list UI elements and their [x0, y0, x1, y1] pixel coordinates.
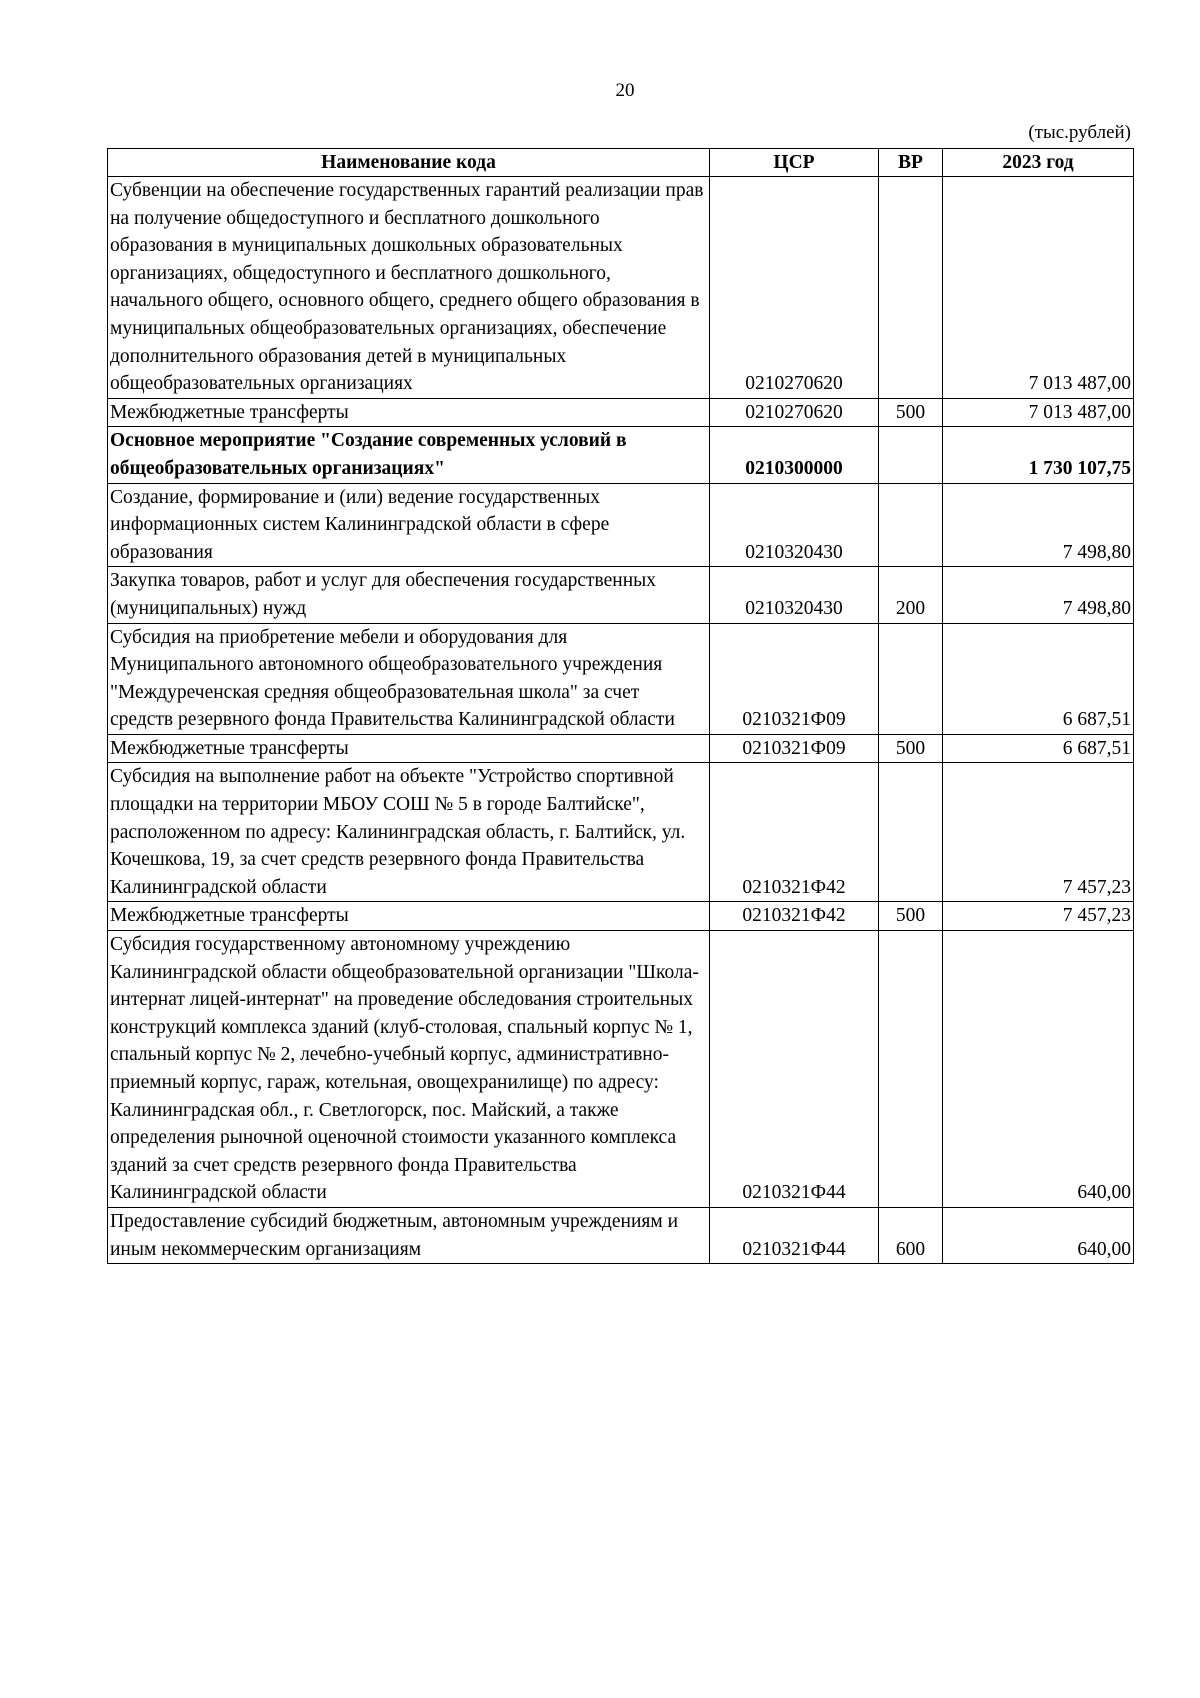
row-name-cell: Субсидия государственному автономному учреждению Калининградской области общеобразовательной организации "Школа-интернат лицей-интернат" на проведение обследования строительных конструкций комплекса зданий (клуб-столовая, спальный корпус № 1, спальный корпус № 2, лечебно-учебный корпус, административно-приемный корпус, гараж, котельная, овощехранилище) по адресу: Калининградская обл., г. Светлогорск, пос. Майский, а также определения рыночной оценочной стоимости указанного комплекса зданий за счет средств резервного фонда Правительства Калининградской области — [108, 931, 710, 1208]
row-value-cell: 7 457,23 — [943, 902, 1134, 931]
row-value-cell: 7 457,23 — [943, 763, 1134, 902]
row-value-cell: 640,00 — [943, 931, 1134, 1208]
row-vr-cell — [879, 931, 943, 1208]
table-row — [108, 623, 1134, 734]
table-row — [108, 427, 1134, 483]
header-vr: ВР — [879, 149, 943, 177]
row-name-cell: Межбюджетные трансферты — [108, 902, 710, 931]
row-vr-cell — [879, 427, 943, 483]
row-value-cell: 7 013 487,00 — [943, 398, 1134, 427]
row-csr-cell: 0210270620 — [710, 177, 879, 399]
row-vr-cell — [879, 483, 943, 567]
row-name-cell: Субсидия на приобретение мебели и оборудования для Муниципального автономного общеобразовательного учреждения "Междуреченская средняя общеобразовательная школа" за счет средств резервного фонда Правительства Калининградской области — [108, 623, 710, 734]
row-name-cell: Субсидия на выполнение работ на объекте "Устройство спортивной площадки на территории МБОУ СОШ № 5 в городе Балтийске", расположенном по адресу: Калининградская область, г. Балтийск, ул. Кочешкова, 19, за счет средств резервного фонда Правительства Калининградской области — [108, 763, 710, 902]
row-csr-cell: 0210321Ф09 — [710, 734, 879, 763]
header-name: Наименование кода — [108, 149, 710, 177]
table-row — [108, 567, 1134, 623]
budget-table — [107, 148, 1134, 1264]
table-row — [108, 734, 1134, 763]
row-value-cell: 7 498,80 — [943, 483, 1134, 567]
row-vr-cell: 500 — [879, 734, 943, 763]
row-csr-cell: 0210321Ф09 — [710, 623, 879, 734]
row-vr-cell: 200 — [879, 567, 943, 623]
row-name-cell: Межбюджетные трансферты — [108, 398, 710, 427]
table-row — [108, 1207, 1134, 1263]
table-header-row — [108, 149, 1134, 177]
header-csr: ЦСР — [710, 149, 879, 177]
row-value-cell: 1 730 107,75 — [943, 427, 1134, 483]
row-csr-cell: 0210270620 — [710, 398, 879, 427]
row-name-cell: Субвенции на обеспечение государственных гарантий реализации прав на получение общедоступного и бесплатного дошкольного образования в муниципальных дошкольных образовательных организациях, общедоступного и бесплатного дошкольного, начального общего, основного общего, среднего общего образования в муниципальных общеобразовательных организациях, обеспечение дополнительного образования детей в муниципальных общеобразовательных организациях — [108, 177, 710, 399]
row-csr-cell: 0210321Ф44 — [710, 931, 879, 1208]
table-row — [108, 763, 1134, 902]
row-csr-cell: 0210321Ф44 — [710, 1207, 879, 1263]
row-value-cell: 7 498,80 — [943, 567, 1134, 623]
table-row — [108, 902, 1134, 931]
row-vr-cell: 500 — [879, 398, 943, 427]
row-value-cell: 6 687,51 — [943, 734, 1134, 763]
row-name-cell: Предоставление субсидий бюджетным, автономным учреждениям и иным некоммерческим организациям — [108, 1207, 710, 1263]
table-body — [108, 177, 1134, 1264]
row-name-cell: Закупка товаров, работ и услуг для обеспечения государственных (муниципальных) нужд — [108, 567, 710, 623]
page-number: 20 — [615, 80, 635, 101]
row-csr-cell: 0210300000 — [710, 427, 879, 483]
units-label: (тыс.рублей) — [1028, 122, 1131, 143]
row-vr-cell: 500 — [879, 902, 943, 931]
header-year: 2023 год — [943, 149, 1134, 177]
table-row — [108, 398, 1134, 427]
table-row — [108, 483, 1134, 567]
row-value-cell: 640,00 — [943, 1207, 1134, 1263]
row-name-cell: Основное мероприятие "Создание современных условий в общеобразовательных организациях" — [108, 427, 710, 483]
row-vr-cell — [879, 763, 943, 902]
row-csr-cell: 0210320430 — [710, 483, 879, 567]
table-row — [108, 931, 1134, 1208]
row-csr-cell: 0210320430 — [710, 567, 879, 623]
row-vr-cell — [879, 177, 943, 399]
table-row — [108, 177, 1134, 399]
row-value-cell: 6 687,51 — [943, 623, 1134, 734]
row-name-cell: Создание, формирование и (или) ведение государственных информационных систем Калининградской области в сфере образования — [108, 483, 710, 567]
row-vr-cell: 600 — [879, 1207, 943, 1263]
row-name-cell: Межбюджетные трансферты — [108, 734, 710, 763]
row-csr-cell: 0210321Ф42 — [710, 763, 879, 902]
row-csr-cell: 0210321Ф42 — [710, 902, 879, 931]
row-vr-cell — [879, 623, 943, 734]
row-value-cell: 7 013 487,00 — [943, 177, 1134, 399]
